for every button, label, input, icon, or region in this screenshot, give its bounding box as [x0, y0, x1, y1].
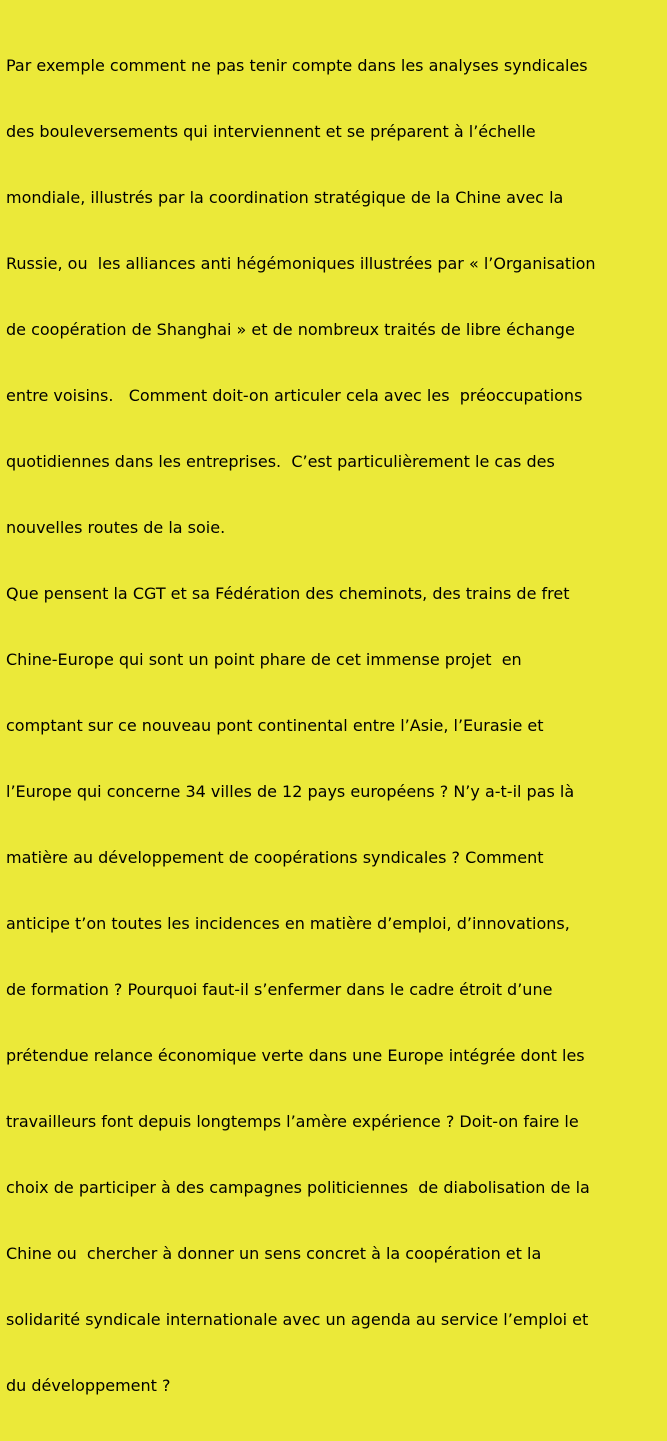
text-line: Que pensent la CGT et sa Fédération des cheminots, des trains de fret — [6, 584, 570, 603]
text-line: entre voisins. Comment doit-on articuler cela avec les préoccupations — [6, 386, 583, 405]
text-line: du développement ? — [6, 1376, 171, 1395]
text-line: l’Europe qui concerne 34 villes de 12 pays européens ? N’y a-t-il pas là — [6, 782, 575, 801]
text-line: travailleurs font depuis longtemps l’amère expérience ? Doit-on faire le — [6, 1112, 579, 1131]
text-line: Chine-Europe qui sont un point phare de cet immense projet en — [6, 650, 522, 669]
text-line: mondiale, illustrés par la coordination stratégique de la Chine avec la — [6, 188, 564, 207]
text-line: de coopération de Shanghai » et de nombreux traités de libre échange — [6, 320, 575, 339]
text-line: matière au développement de coopérations syndicales ? Comment — [6, 848, 544, 867]
text-line: anticipe t’on toutes les incidences en matière d’emploi, d’innovations, — [6, 914, 570, 933]
document-text — [6, 11, 661, 1441]
text-line: Chine ou chercher à donner un sens concret à la coopération et la — [6, 1244, 542, 1263]
text-line: Par exemple comment ne pas tenir compte dans les analyses syndicales — [6, 56, 588, 75]
text-line: prétendue relance économique verte dans une Europe intégrée dont les — [6, 1046, 585, 1065]
text-line: des bouleversements qui interviennent et se préparent à l’échelle — [6, 122, 536, 141]
text-line: choix de participer à des campagnes politiciennes de diabolisation de la — [6, 1178, 590, 1197]
text-line: quotidiennes dans les entreprises. C’est particulièrement le cas des — [6, 452, 555, 471]
text-line: Russie, ou les alliances anti hégémoniques illustrées par « l’Organisation — [6, 254, 596, 273]
text-line: de formation ? Pourquoi faut-il s’enfermer dans le cadre étroit d’une — [6, 980, 553, 999]
text-line: solidarité syndicale internationale avec un agenda au service l’emploi et — [6, 1310, 589, 1329]
text-line: nouvelles routes de la soie. — [6, 518, 226, 537]
text-line: comptant sur ce nouveau pont continental entre l’Asie, l’Eurasie et — [6, 716, 544, 735]
